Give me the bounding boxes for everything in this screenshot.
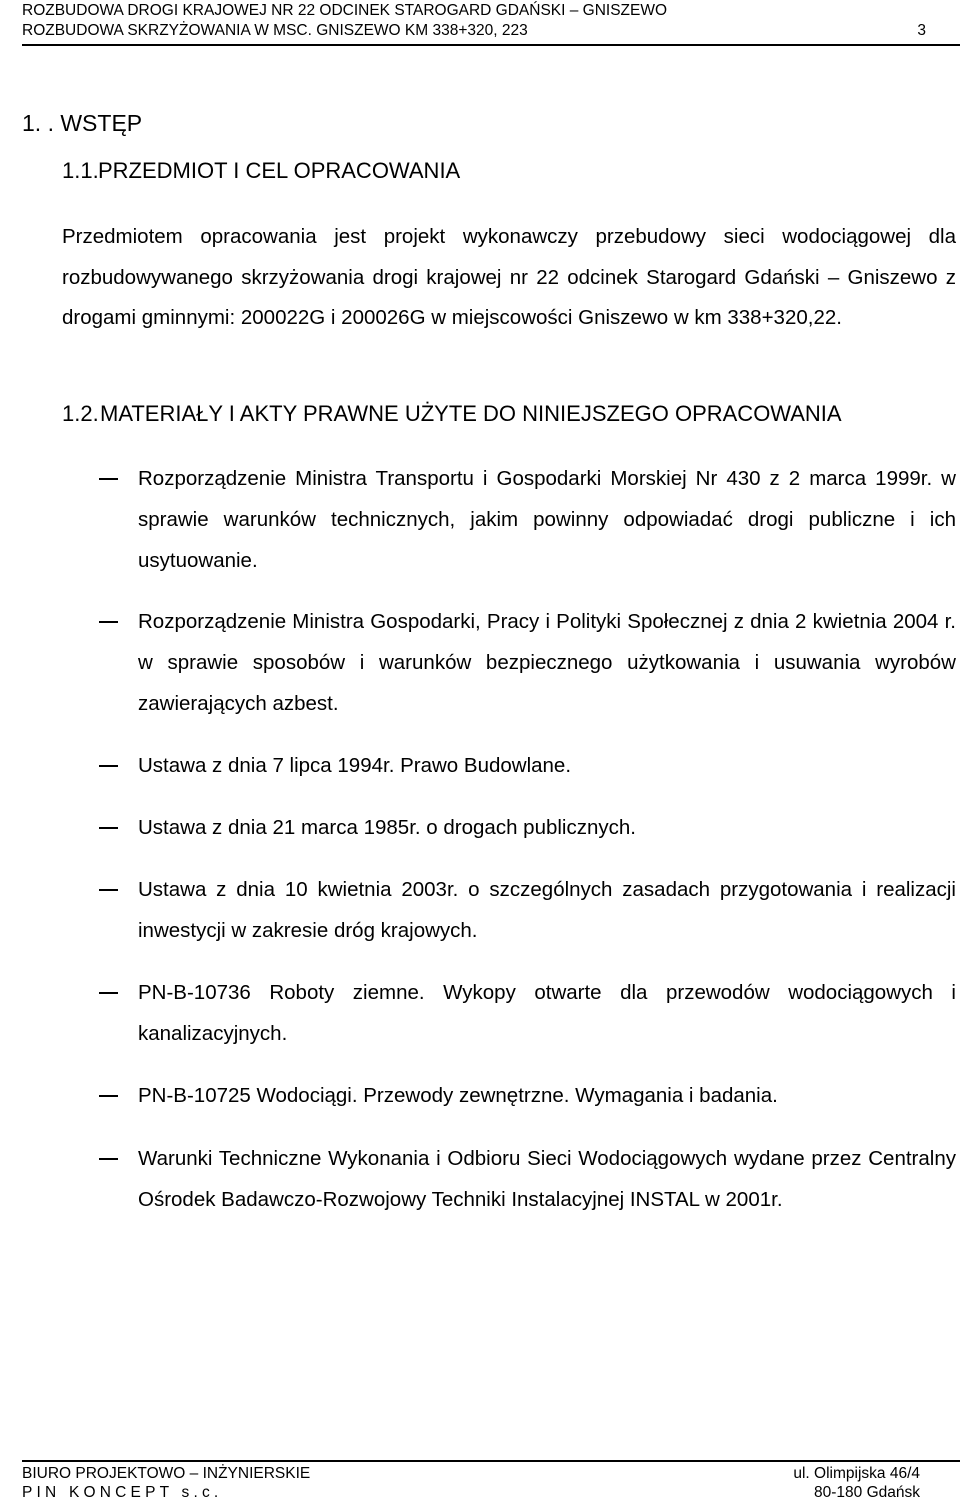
list-item-text: PN-B-10736 Roboty ziemne. Wykopy otwarte dla przewodów wodociągowych i kanalizacyjnych. bbox=[138, 981, 956, 1045]
header-project-title: ROZBUDOWA DROGI KRAJOWEJ NR 22 ODCINEK STAROGARD GDAŃSKI – GNISZEWO bbox=[22, 2, 668, 19]
header-divider bbox=[22, 44, 960, 46]
dash-bullet bbox=[99, 1095, 118, 1097]
dash-bullet bbox=[99, 1158, 118, 1160]
list-item-text: Rozporządzenie Ministra Gospodarki, Pracy i Polityki Społecznej z dnia 2 kwietnia 2004 r. w sprawie sposobów i warunków bezpiecznego użytkowania i usuwania wyrobów zawierających azbest. bbox=[138, 610, 956, 715]
footer-postal-city: 80-180 Gdańsk bbox=[814, 1484, 920, 1501]
footer-company-type: BIURO PROJEKTOWO – INŻYNIERSKIE bbox=[22, 1465, 311, 1482]
header-subtitle-text: ROZBUDOWA SKRZYŻOWANIA W MSC. GNISZEWO KM 338+320, 223 bbox=[22, 22, 528, 39]
subsection-number: 1.1. bbox=[62, 158, 99, 183]
list-item-text: Ustawa z dnia 21 marca 1985r. o drogach publicznych. bbox=[138, 816, 636, 839]
subsection-title: MATERIAŁY I AKTY PRAWNE UŻYTE DO NINIEJSZEGO OPRACOWANIA bbox=[100, 401, 842, 426]
subsection-number: 1.2. bbox=[62, 401, 99, 426]
list-item-text: PN-B-10725 Wodociągi. Przewody zewnętrzne. Wymagania i badania. bbox=[138, 1084, 778, 1107]
header-project-subtitle bbox=[22, 22, 942, 40]
subsection-heading-1-2 bbox=[62, 401, 842, 427]
subsection-heading-1-1 bbox=[62, 158, 460, 184]
dash-bullet bbox=[99, 765, 118, 767]
dash-bullet bbox=[99, 992, 118, 994]
list-item-text: Rozporządzenie Ministra Transportu i Gospodarki Morskiej Nr 430 z 2 marca 1999r. w sprawie warunków technicznych, jakim powinny odpowiadać drogi publiczne i ich usytuowanie. bbox=[138, 467, 956, 572]
page-number: 3 bbox=[917, 22, 926, 39]
list-item-text: Ustawa z dnia 10 kwietnia 2003r. o szczególnych zasadach przygotowania i realizacji inwestycji w zakresie dróg krajowych. bbox=[138, 878, 956, 942]
list-item-text: Ustawa z dnia 7 lipca 1994r. Prawo Budowlane. bbox=[138, 754, 572, 777]
footer-company-name: PIN KONCEPT s.c. bbox=[22, 1484, 223, 1501]
subsection-paragraph: Przedmiotem opracowania jest projekt wykonawczy przebudowy sieci wodociągowej dla rozbudowywanego skrzyżowania drogi krajowej nr 22 odcinek Starogard Gdański – Gniszewo z drogami gminnymi: 200022G i 200026G w miejscowości Gniszewo w km 338+320,22. bbox=[62, 225, 956, 329]
list-item-text: Warunki Techniczne Wykonania i Odbioru Sieci Wodociągowych wydane przez Centralny Ośrodek Badawczo-Rozwojowy Techniki Instalacyjnej INSTAL w 2001r. bbox=[138, 1147, 956, 1211]
footer-street-address: ul. Olimpijska 46/4 bbox=[793, 1465, 920, 1482]
dash-bullet bbox=[99, 621, 118, 623]
dash-bullet bbox=[99, 889, 118, 891]
subsection-title: PRZEDMIOT I CEL OPRACOWANIA bbox=[98, 158, 461, 183]
dash-bullet bbox=[99, 827, 118, 829]
section-title: 1. . WSTĘP bbox=[22, 110, 143, 136]
dash-bullet bbox=[99, 478, 118, 480]
footer-divider bbox=[22, 1460, 960, 1462]
